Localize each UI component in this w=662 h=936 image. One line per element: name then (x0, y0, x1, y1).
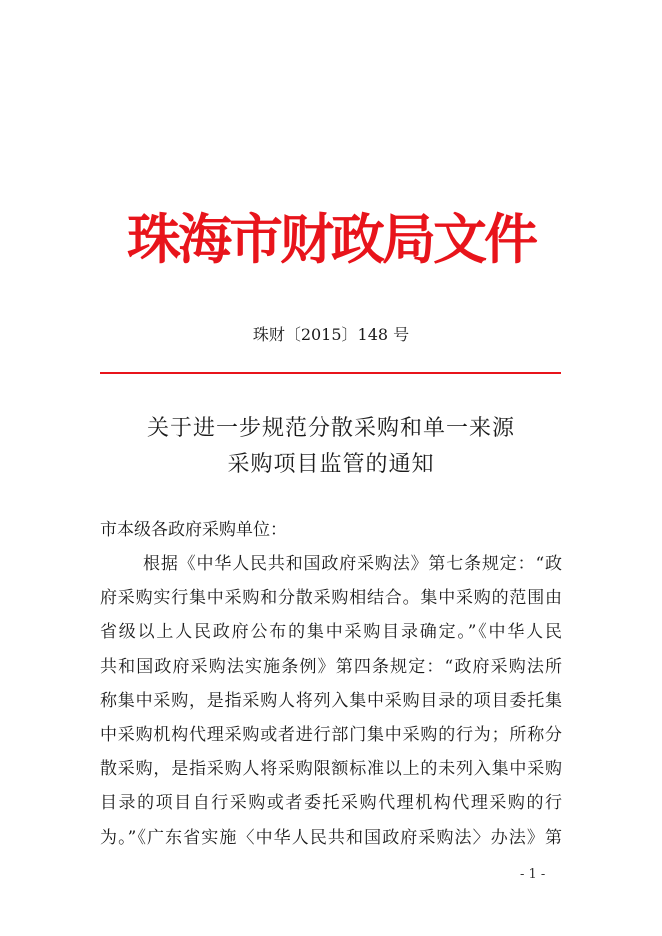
body-line: 根据《中华人民共和国政府采购法》第七条规定：“政 (143, 554, 562, 574)
body-line: 散采购，是指采购人将采购限额标准以上的未列入集中采购 (100, 759, 562, 780)
body-line: 为。”《广东省实施〈中华人民共和国政府采购法〉办法》第 (100, 827, 562, 848)
masthead-title: 珠海市财政局文件 (127, 208, 535, 271)
body-line: 府采购实行集中采购和分散采购相结合。集中采购的范围由 (100, 588, 562, 609)
document-title-line-2: 采购项目监管的通知 (227, 452, 435, 477)
salutation: 市本级各政府采购单位： (100, 520, 287, 540)
body-line: 省级以上人民政府公布的集中采购目录确定。”《中华人民 (100, 622, 562, 643)
body-line: 中采购机构代理采购或者进行部门集中采购的行为；所称分 (100, 724, 562, 745)
body-line: 称集中采购，是指采购人将列入集中采购目录的项目委托集 (100, 690, 562, 711)
body-line: 目录的项目自行采购或者委托采购代理机构代理采购的行 (100, 793, 562, 814)
page-number: - 1 - (520, 867, 546, 882)
document-number: 珠财〔2015〕148 号 (252, 325, 410, 344)
body-paragraph (100, 547, 562, 855)
document-title-line-1: 关于进一步规范分散采购和单一来源 (146, 416, 515, 441)
body-line: 共和国政府采购法实施条例》第四条规定：“政府采购法所 (100, 656, 562, 677)
red-divider-line (100, 372, 561, 374)
